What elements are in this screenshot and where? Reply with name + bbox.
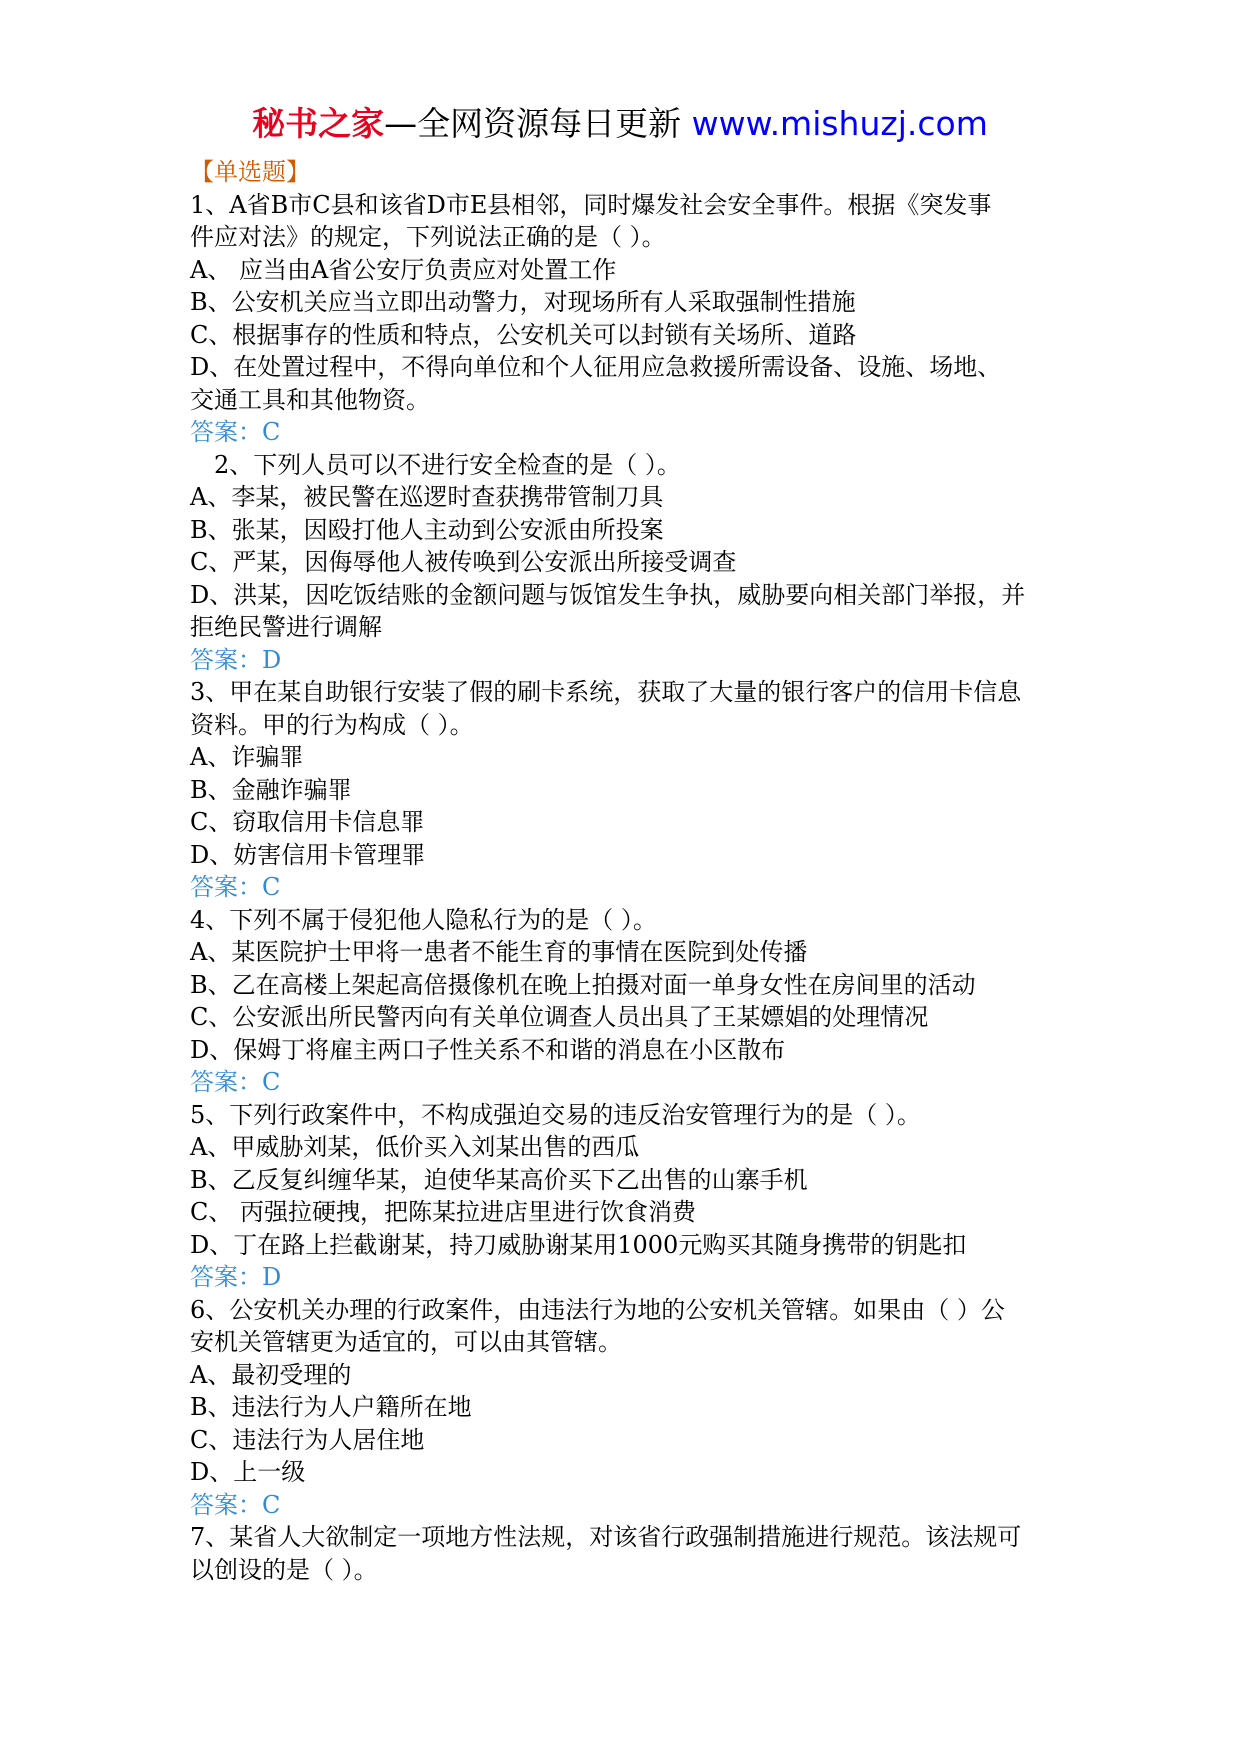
answer-label: 答案：C bbox=[190, 418, 281, 446]
question-stem: 7、某省人大欲制定一项地方性法规，对该省行政强制措施进行规范。该法规可 bbox=[190, 1523, 1022, 1551]
question-block bbox=[190, 189, 1070, 449]
option-d: D、丁在路上拦截谢某，持刀威胁谢某用1000元购买其随身携带的钥匙扣 bbox=[190, 1230, 967, 1259]
option-c: C、公安派出所民警丙向有关单位调查人员出具了王某嫖娼的处理情况 bbox=[190, 1003, 929, 1031]
question-stem: 6、公安机关办理的行政案件，由违法行为地的公安机关管辖。如果由（ ）公 bbox=[190, 1295, 1005, 1324]
site-header bbox=[0, 100, 1240, 148]
header-slogan: —全网资源每日更新 bbox=[384, 104, 692, 143]
option-a: A、某医院护士甲将一患者不能生育的事情在医院到处传播 bbox=[190, 938, 808, 966]
answer-label: 答案：D bbox=[190, 645, 282, 674]
option-d-continued: 拒绝民警进行调解 bbox=[190, 613, 382, 641]
option-d: D、在处置过程中，不得向单位和个人征用应急救援所需设备、设施、场地、 bbox=[190, 353, 1002, 381]
answer-label: 答案：C bbox=[190, 873, 281, 901]
option-b: B、乙在高楼上架起高倍摄像机在晚上拍摄对面一单身女性在房间里的活动 bbox=[190, 970, 976, 999]
option-d-continued: 交通工具和其他物资。 bbox=[190, 385, 430, 414]
option-b: B、违法行为人户籍所在地 bbox=[190, 1393, 472, 1421]
option-b: B、金融诈骗罪 bbox=[190, 775, 352, 804]
option-d: D、保姆丁将雇主两口子性关系不和谐的消息在小区散布 bbox=[190, 1035, 786, 1064]
question-stem: 件应对法》的规定，下列说法正确的是（ ）。 bbox=[190, 223, 666, 251]
brand-name: 秘书之家 bbox=[252, 104, 385, 143]
question-block bbox=[190, 904, 1070, 1099]
question-list bbox=[190, 156, 1070, 1586]
option-a: A、 应当由A省公安厅负责应对处置工作 bbox=[190, 255, 617, 284]
option-c: C、根据事存的性质和特点，公安机关可以封锁有关场所、道路 bbox=[190, 320, 857, 349]
question-block bbox=[190, 1521, 1070, 1586]
option-c: C、窃取信用卡信息罪 bbox=[190, 808, 425, 836]
question-block bbox=[190, 449, 1070, 677]
option-b: B、公安机关应当立即出动警力，对现场所有人采取强制性措施 bbox=[190, 288, 856, 316]
answer-label: 答案：D bbox=[190, 1263, 282, 1291]
option-b: B、张某，因殴打他人主动到公安派由所投案 bbox=[190, 515, 664, 544]
question-stem: 1、A省B市C县和该省D市E县相邻，同时爆发社会安全事件。根据《突发事 bbox=[190, 190, 992, 219]
option-d: D、上一级 bbox=[190, 1458, 306, 1486]
site-url-link[interactable]: www.mishuzj.com bbox=[691, 104, 988, 143]
option-a: A、最初受理的 bbox=[190, 1360, 352, 1389]
option-b: B、乙反复纠缠华某，迫使华某高价买下乙出售的山寨手机 bbox=[190, 1165, 808, 1194]
question-stem: 4、下列不属于侵犯他人隐私行为的是（ ）。 bbox=[190, 905, 657, 934]
option-c: C、 丙强拉硬拽，把陈某拉进店里进行饮食消费 bbox=[190, 1198, 696, 1226]
option-a: A、诈骗罪 bbox=[190, 743, 304, 771]
answer-label: 答案：C bbox=[190, 1068, 281, 1096]
question-stem: 5、下列行政案件中，不构成强迫交易的违反治安管理行为的是（ ）。 bbox=[190, 1100, 921, 1129]
question-block bbox=[190, 1099, 1070, 1294]
option-d: D、妨害信用卡管理罪 bbox=[190, 840, 426, 869]
option-d: D、洪某，因吃饭结账的金额问题与饭馆发生争执，威胁要向相关部门举报，并 bbox=[190, 580, 1026, 609]
question-stem: 安机关管辖更为适宜的，可以由其管辖。 bbox=[190, 1328, 622, 1356]
question-stem: 2、下列人员可以不进行安全检查的是（ ）。 bbox=[214, 450, 681, 479]
option-c: C、严某，因侮辱他人被传唤到公安派出所接受调查 bbox=[190, 548, 737, 576]
question-stem: 以创设的是（ ）。 bbox=[190, 1555, 378, 1584]
question-stem: 3、甲在某自助银行安装了假的刷卡系统，获取了大量的银行客户的信用卡信息 bbox=[190, 678, 1022, 706]
question-block bbox=[190, 676, 1070, 904]
option-a: A、甲威胁刘某，低价买入刘某出售的西瓜 bbox=[190, 1133, 640, 1161]
answer-label: 答案：C bbox=[190, 1490, 281, 1519]
question-block bbox=[190, 1294, 1070, 1522]
section-title: 【单选题】 bbox=[190, 158, 310, 186]
question-stem: 资料。甲的行为构成（ ）。 bbox=[190, 710, 474, 739]
option-a: A、李某，被民警在巡逻时查获携带管制刀具 bbox=[190, 483, 664, 511]
option-c: C、违法行为人居住地 bbox=[190, 1425, 425, 1454]
